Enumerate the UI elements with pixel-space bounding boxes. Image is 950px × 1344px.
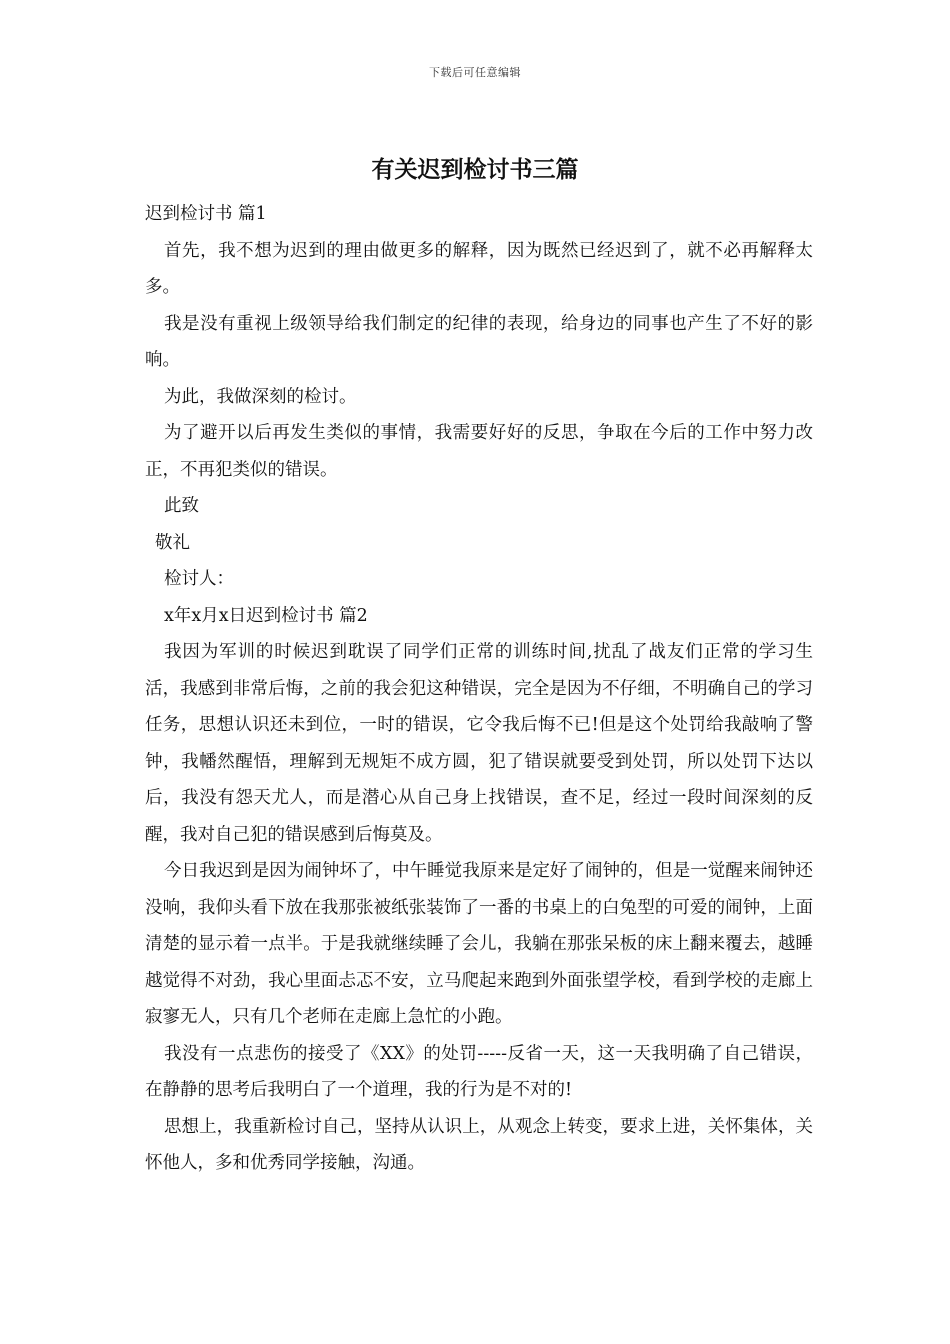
paragraph: 我因为军训的时候迟到耽误了同学们正常的训练时间,扰乱了战友们正常的学习生活，我感到非常后悔，之前的我会犯这种错误，完全是因为不仔细，不明确自己的学习任务，思想认识还未到位，一时的错误，它令我后悔不已!但是这个处罚给我敲响了警钟，我幡然醒悟，理解到无规矩不成方圆，犯了错误就要受到处罚，所以处罚下达以后，我没有怨天尤人，而是潜心从自己身上找错误，查不足，经过一段时间深刻的反醒，我对自己犯的错误感到后悔莫及。 xyxy=(145,642,813,845)
paragraph: 我没有一点悲伤的接受了《XX》的处罚-----反省一天，这一天我明确了自己错误，在静静的思考后我明白了一个道理，我的行为是不对的! xyxy=(145,1043,813,1100)
closing-regards: 敬礼 xyxy=(155,532,190,553)
page-header-note: 下载后可任意编辑 xyxy=(429,66,521,79)
paragraph: 为此，我做深刻的检讨。 xyxy=(164,386,357,407)
signature-label: 检讨人： xyxy=(164,569,234,589)
paragraph: 为了避开以后再发生类似的事情，我需要好好的反思，争取在今后的工作中努力改正，不再犯类似的错误。 xyxy=(145,423,813,480)
paragraph: 今日我迟到是因为闹钟坏了，中午睡觉我原来是定好了闹钟的，但是一觉醒来闹钟还没响，我仰头看下放在我那张被纸张装饰了一番的书桌上的白兔型的可爱的闹钟，上面清楚的显示着一点半。于是我就继续睡了会儿，我躺在那张呆板的床上翻来覆去，越睡越觉得不对劲，我心里面忐忑不安，立马爬起来跑到外面张望学校，看到学校的走廊上寂寥无人，只有几个老师在走廊上急忙的小跑。 xyxy=(145,861,813,1027)
paragraph: 思想上，我重新检讨自己，坚持从认识上，从观念上转变，要求上进，关怀集体，关怀他人，多和优秀同学接触，沟通。 xyxy=(145,1116,813,1173)
paragraph: 我是没有重视上级领导给我们制定的纪律的表现，给身边的同事也产生了不好的影响。 xyxy=(145,313,813,370)
date-and-section-heading-2: x年x月x日迟到检讨书 篇2 xyxy=(164,605,368,626)
document-body xyxy=(145,196,813,1182)
closing-salutation: 此致 xyxy=(164,496,199,516)
paragraph: 首先，我不想为迟到的理由做更多的解释，因为既然已经迟到了，就不必再解释太多。 xyxy=(145,240,813,297)
section-heading-1: 迟到检讨书 篇1 xyxy=(145,204,267,224)
document-title: 有关迟到检讨书三篇 xyxy=(371,156,579,183)
